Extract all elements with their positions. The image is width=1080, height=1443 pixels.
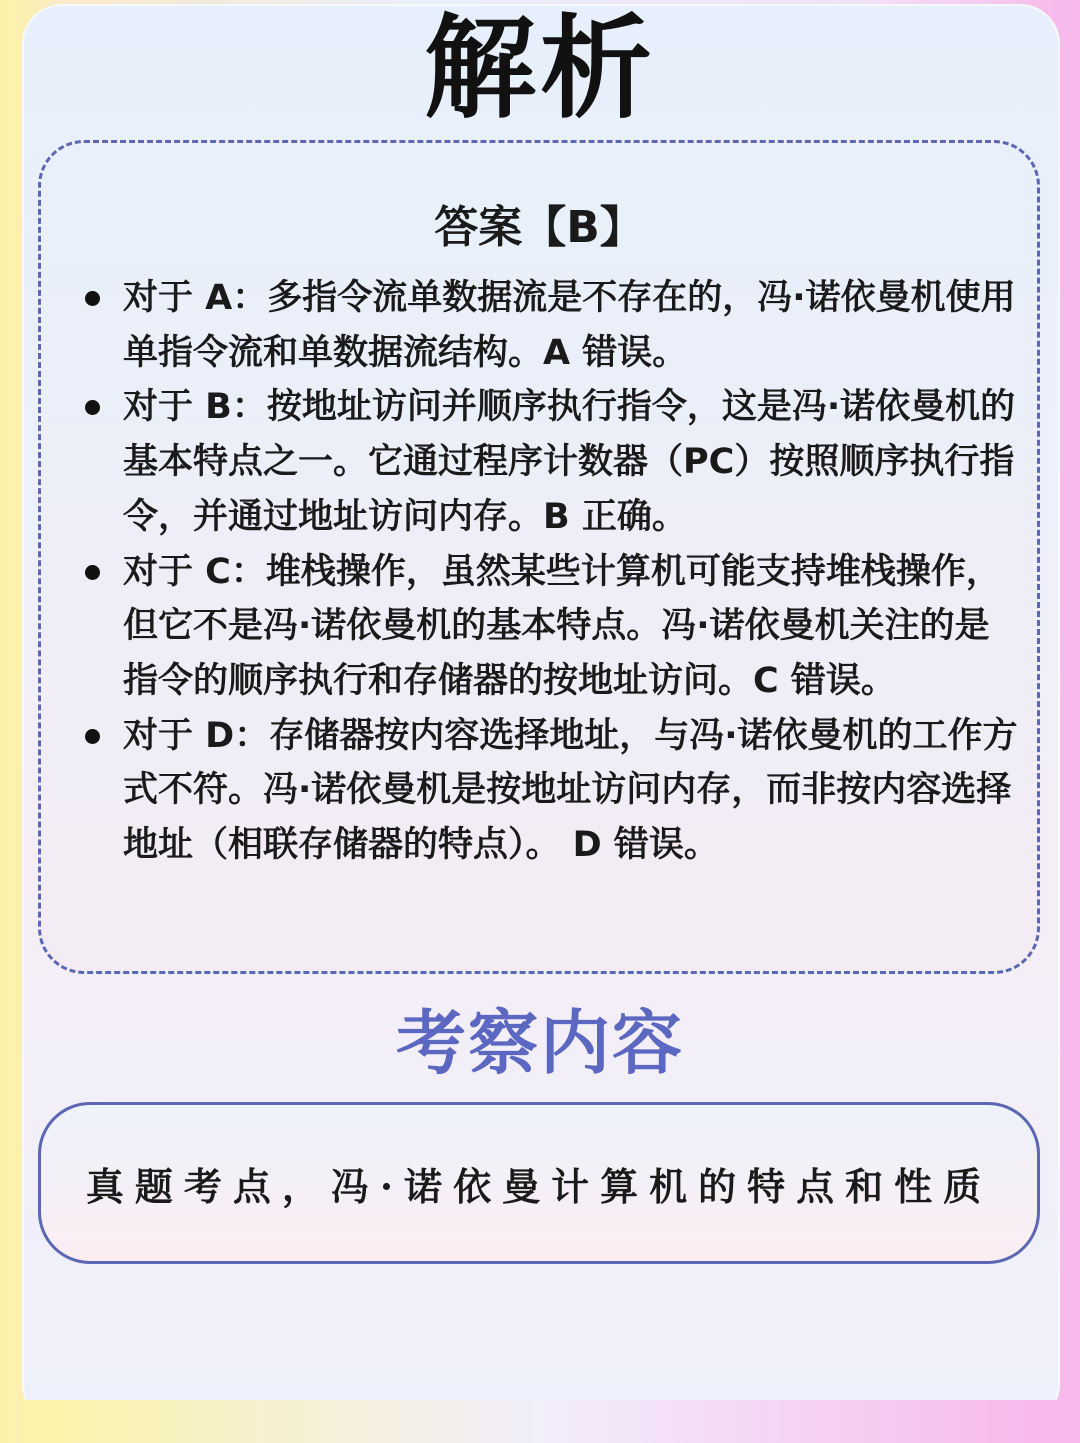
bullet-icon: [85, 729, 100, 744]
analysis-point-c: [41, 545, 1037, 709]
analysis-point-d: [41, 709, 1037, 873]
analysis-point-a: [41, 271, 1037, 380]
topic-box: [38, 1102, 1040, 1264]
bullet-icon: [85, 400, 100, 415]
analysis-point-text: 对于 A：多指令流单数据流是不存在的，冯·诺依曼机使用单指令流和单数据流结构。A 错误。: [123, 278, 1016, 373]
topic-heading: 考察内容: [396, 1001, 684, 1084]
page-title: 解析: [424, 4, 656, 134]
bullet-icon: [85, 565, 100, 580]
answer-heading: 答案【B】: [434, 202, 644, 253]
bullet-icon: [85, 291, 100, 306]
analysis-point-text: 对于 C：堆栈操作，虽然某些计算机可能支持堆栈操作，但它不是冯·诺依曼机的基本特点。冯·诺依曼机关注的是指令的顺序执行和存储器的按地址访问。C 错误。: [123, 551, 1001, 701]
topic-text: 真题考点，冯·诺依曼计算机的特点和性质: [85, 1163, 993, 1209]
analysis-point-text: 对于 D：存储器按内容选择地址，与冯·诺依曼机的工作方式不符。冯·诺依曼机是按地址访问内存，而非按内容选择地址（相联存储器的特点）。 D 错误。: [123, 715, 1018, 866]
bottom-band: [22, 1400, 1060, 1443]
analysis-point-b: [41, 380, 1037, 544]
analysis-points: [41, 271, 1037, 873]
analysis-box: [38, 140, 1040, 974]
analysis-point-text: 对于 B：按地址访问并顺序执行指令，这是冯·诺依曼机的基本特点之一。它通过程序计数器（PC）按照顺序执行指令，并通过地址访问内存。B 正确。: [123, 387, 1016, 537]
